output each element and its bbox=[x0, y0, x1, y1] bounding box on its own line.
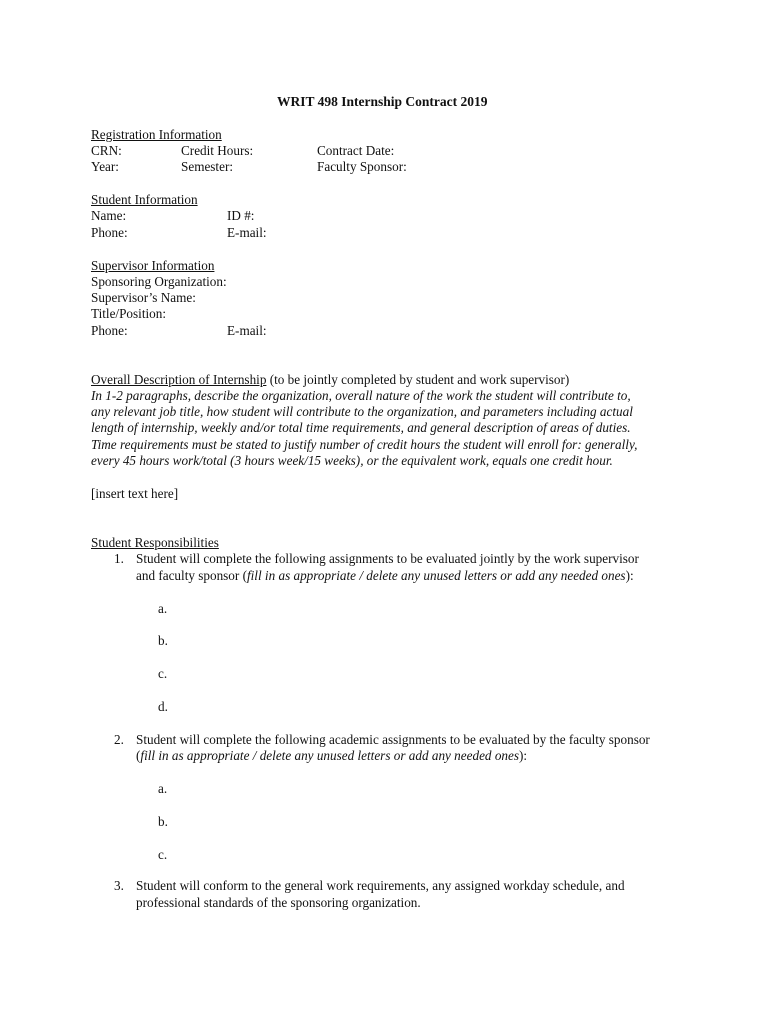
student-info-heading: Student Information bbox=[91, 192, 198, 207]
sub-item-letter: a. bbox=[158, 601, 168, 616]
credit-hours-label: Credit Hours: bbox=[181, 143, 254, 158]
contract-date-label: Contract Date: bbox=[317, 143, 395, 158]
sponsoring-org-label: Sponsoring Organization: bbox=[91, 274, 227, 289]
list-item-text: Student will conform to the general work requirements, any assigned workday schedule, and bbox=[136, 878, 625, 893]
description-instruction-line: any relevant job title, how student will contribute to the organization, and parameters including actual bbox=[91, 404, 633, 419]
sub-item-letter: b. bbox=[158, 633, 168, 648]
insert-text-placeholder[interactable]: [insert text here] bbox=[91, 486, 179, 501]
crn-label: CRN: bbox=[91, 143, 122, 158]
responsibilities-heading: Student Responsibilities bbox=[91, 535, 219, 550]
supervisor-phone-label: Phone: bbox=[91, 323, 128, 338]
list-item-number: 3. bbox=[114, 878, 124, 893]
list-item-text: Student will complete the following academic assignments to be evaluated by the faculty sponsor bbox=[136, 732, 650, 747]
list-item-text: professional standards of the sponsoring organization. bbox=[136, 895, 421, 910]
year-label: Year: bbox=[91, 159, 119, 174]
list-item-instruction: fill in as appropriate / delete any unused letters or add any needed ones bbox=[246, 568, 626, 583]
list-item-number: 1. bbox=[114, 551, 124, 566]
list-item-text bbox=[136, 568, 634, 584]
list-item-text-end: ): bbox=[625, 568, 634, 583]
student-name-label: Name: bbox=[91, 208, 127, 223]
description-heading-line bbox=[91, 372, 569, 388]
document-title: WRIT 498 Internship Contract 2019 bbox=[277, 94, 488, 109]
student-phone-label: Phone: bbox=[91, 225, 128, 240]
list-item-number: 2. bbox=[114, 732, 124, 747]
sub-item-letter: c. bbox=[158, 666, 168, 681]
sub-item-letter: a. bbox=[158, 781, 168, 796]
description-instruction-line: every 45 hours work/total (3 hours week/15 weeks), or the equivalent work, equals one credit hour. bbox=[91, 453, 613, 468]
student-email-label: E-mail: bbox=[227, 225, 267, 240]
list-item-text bbox=[136, 748, 527, 764]
sub-item-letter: d. bbox=[158, 699, 168, 714]
sub-item-letter: c. bbox=[158, 847, 168, 862]
registration-heading: Registration Information bbox=[91, 127, 222, 142]
list-item-instruction: fill in as appropriate / delete any unused letters or add any needed ones bbox=[140, 748, 519, 763]
title-position-label: Title/Position: bbox=[91, 306, 167, 321]
list-item-text: Student will complete the following assignments to be evaluated jointly by the work supervisor bbox=[136, 551, 639, 566]
sub-item-letter: b. bbox=[158, 814, 168, 829]
student-id-label: ID #: bbox=[227, 208, 255, 223]
description-instruction-line: length of internship, weekly and/or total time requirements, and general description of areas of duties. bbox=[91, 420, 631, 435]
semester-label: Semester: bbox=[181, 159, 234, 174]
description-instruction-line: Time requirements must be stated to justify number of credit hours the student will enroll for: generally, bbox=[91, 437, 638, 452]
description-instruction-line: In 1-2 paragraphs, describe the organization, overall nature of the work the student will contribute to, bbox=[91, 388, 631, 403]
list-item-text-start: ( bbox=[136, 748, 141, 763]
supervisor-name-label: Supervisor’s Name: bbox=[91, 290, 196, 305]
list-item-text-start: and faculty sponsor ( bbox=[136, 568, 247, 583]
description-heading-note: (to be jointly completed by student and work supervisor) bbox=[266, 372, 570, 387]
supervisor-info-heading: Supervisor Information bbox=[91, 258, 215, 273]
supervisor-email-label: E-mail: bbox=[227, 323, 267, 338]
faculty-sponsor-label: Faculty Sponsor: bbox=[317, 159, 407, 174]
description-heading: Overall Description of Internship bbox=[91, 372, 267, 387]
list-item-text-end: ): bbox=[519, 748, 528, 763]
